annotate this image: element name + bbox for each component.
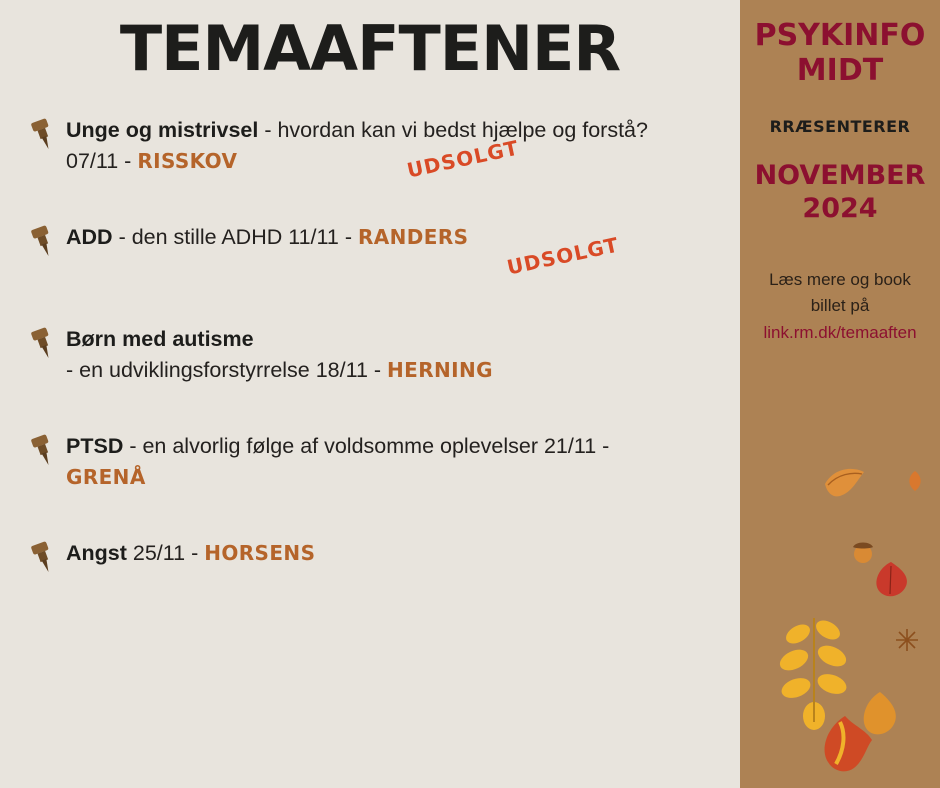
list-item[interactable]: [26, 222, 730, 278]
event-text: [66, 324, 493, 385]
pushpin-icon: [26, 431, 66, 467]
event-title: Angst: [66, 541, 127, 566]
event-location: GRENÅ: [66, 464, 146, 489]
year-label: 2024: [802, 192, 878, 224]
event-location: RISSKOV: [137, 148, 238, 173]
event-text: [66, 115, 686, 176]
booking-line1: Læs mere og book: [769, 270, 911, 290]
event-title: Unge og mistrivsel: [66, 118, 259, 143]
event-location: HORSENS: [204, 541, 316, 566]
pushpin-icon: [26, 115, 66, 151]
booking-info: [740, 267, 940, 346]
list-item[interactable]: [26, 324, 730, 385]
event-description: - hvordan kan vi bedst hjælpe og forstå? 07/11 -: [66, 118, 648, 173]
event-description: 25/11 -: [126, 541, 205, 566]
presents-label: RRÆSENTERER: [769, 116, 911, 136]
booking-line2: billet på: [810, 295, 870, 315]
brand-name-line1: PSYKINFO: [754, 18, 926, 53]
leaf-icon: [870, 560, 912, 605]
booking-link[interactable]: link.rm.dk/temaaften: [763, 323, 917, 343]
event-title: PTSD: [66, 434, 124, 459]
event-location: RANDERS: [357, 225, 469, 250]
event-text: [66, 538, 315, 569]
event-title: Børn med autisme: [66, 327, 254, 352]
event-list: [0, 115, 740, 594]
pushpin-icon: [26, 222, 66, 258]
pushpin-icon: [26, 538, 66, 574]
brand-block: [740, 0, 940, 89]
list-item[interactable]: [26, 115, 730, 183]
leaf-icon: [810, 712, 880, 787]
status-badge: UDSOLGT: [504, 232, 621, 280]
event-location: HERNING: [387, 357, 493, 382]
month-label: NOVEMBER: [754, 159, 926, 191]
leaf-icon: [895, 628, 919, 657]
event-text: [66, 222, 468, 253]
leaf-icon: [822, 466, 868, 505]
event-description: - en alvorlig følge af voldsomme oplevelser 21/11 -: [123, 434, 610, 459]
event-title: ADD: [66, 225, 113, 250]
event-text: [66, 431, 686, 492]
list-item[interactable]: [26, 538, 730, 594]
status-badge: UDSOLGT: [404, 135, 521, 183]
page-title: TEMAAFTENER: [119, 12, 621, 85]
leaf-icon: [905, 470, 925, 497]
poster-sidebar: [740, 0, 940, 788]
brand-name-line2: MIDT: [796, 53, 884, 89]
pushpin-icon: [26, 324, 66, 360]
event-description: - en udviklingsforstyrrelse 18/11 -: [66, 357, 388, 382]
event-description: - den stille ADHD 11/11 -: [112, 225, 358, 250]
list-item[interactable]: [26, 431, 730, 492]
